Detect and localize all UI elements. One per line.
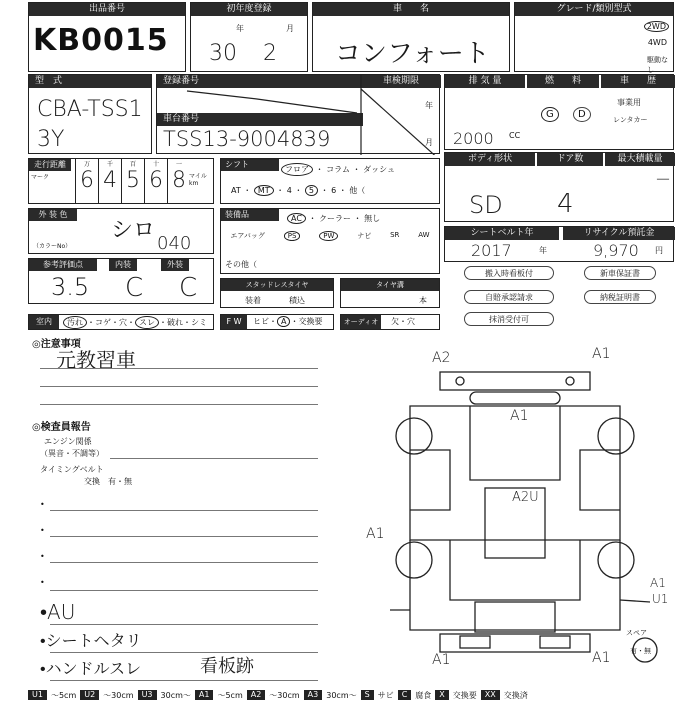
capacity-label: 最大積載量	[605, 153, 675, 166]
mileage-digit: 4	[103, 168, 117, 193]
shift-6: 6	[331, 186, 337, 195]
damage-mark: A1	[366, 526, 385, 542]
grade-none: 駆動なし	[647, 56, 668, 74]
month-unit: 月	[286, 24, 294, 33]
displacement-unit: CC	[509, 131, 521, 140]
timing-exchange: 交換 有・無	[84, 477, 132, 486]
damage-legend: U1 ～5cm U2 ～30cm U3 30cm～ A1 ～5cm A2 ～30cm A3 30cm～ S サビ C 腐食 X 交換要 XX 交換済	[28, 690, 700, 700]
equip-sr: SR	[390, 231, 400, 239]
score-label: 参考評価点	[29, 259, 97, 271]
fw-a: A	[277, 316, 290, 327]
equip-other: その他（	[225, 260, 257, 269]
shift-row2: AT ・ MT ・ 4 ・ 5 ・ 6 ・ 他（	[231, 186, 366, 195]
body-box	[444, 152, 674, 222]
mileage-digit: 6	[149, 168, 163, 193]
usage-business: 事業用	[617, 98, 641, 107]
spare-value: 有・無	[630, 647, 651, 655]
usage-rental: レンタカー	[613, 116, 648, 124]
fuel-g: G	[541, 107, 559, 122]
interior-scuff: スレ	[135, 316, 159, 329]
mileage-label: 走行距離	[29, 159, 71, 171]
model-box	[28, 74, 152, 154]
studless-fitted: 装着	[245, 296, 261, 305]
doors-label: ドア数	[537, 153, 603, 166]
color-code: 040	[157, 233, 192, 254]
damage-mark: A2	[432, 350, 451, 366]
tire-box	[340, 278, 440, 308]
shift-dash: ダッシュ	[363, 165, 395, 174]
recycle-label: リサイクル預託金	[563, 227, 675, 240]
studless-loaded: 積込	[289, 296, 305, 305]
car-name: コンフォート	[335, 39, 490, 69]
displacement-label: 排 気 量	[445, 75, 525, 88]
inspection-year-unit: 年	[425, 101, 433, 110]
color-label: 外 装 色	[29, 209, 77, 221]
mileage-mark-label: マーク	[31, 174, 50, 181]
doors-value: 4	[557, 189, 574, 219]
engine-sub: （異音・不調等）	[40, 449, 104, 458]
displacement-box	[444, 74, 674, 150]
shift-mt: MT	[254, 185, 274, 196]
report-item-au: •AU	[40, 600, 76, 624]
car-name-label: 車 名	[313, 3, 509, 16]
lot-box	[28, 2, 186, 72]
registration-month: 2	[263, 41, 277, 66]
capacity-value: －	[655, 170, 672, 189]
interior-hole: 穴	[119, 318, 127, 327]
docs-panel	[444, 264, 674, 330]
damage-mark: A1	[650, 576, 666, 590]
registration-label: 初年度登録	[191, 3, 307, 16]
registration-box	[190, 2, 308, 72]
grade-2wd: 2WD	[644, 21, 669, 32]
score-value: 3.5	[51, 273, 90, 301]
equipment-row2	[221, 231, 439, 241]
usage-label: 車 歴	[601, 75, 675, 88]
shift-floor: フロア	[281, 163, 313, 176]
seatbelt-value: 2017	[471, 241, 512, 260]
spare-label: スペア	[626, 629, 647, 637]
equipment-label: 装備品	[221, 209, 279, 221]
interior-tear: 破れ	[167, 318, 183, 327]
fw-label: F W	[221, 315, 247, 329]
damage-mark: A1	[432, 652, 451, 668]
lot-number: KB0015	[33, 23, 169, 58]
seatbelt-box	[444, 226, 674, 262]
damage-mark: A1	[592, 346, 611, 362]
studless-label: スタッドレスタイヤ	[221, 279, 333, 291]
registration-year: 30	[209, 41, 237, 66]
tire-label: タイヤ溝	[341, 279, 439, 291]
recycle-value: 9,970	[593, 241, 639, 260]
ext-label: 外装	[161, 259, 189, 271]
grade-box	[514, 2, 674, 72]
mileage-digit: 8	[172, 168, 186, 193]
shift-box	[220, 158, 440, 204]
color-code-label: （カラーNo）	[33, 243, 72, 250]
interior-dirt: 汚れ	[63, 316, 87, 329]
chassis-value: TSS13-9004839	[163, 127, 331, 151]
report-item-handle: •ハンドルスレ	[40, 659, 142, 678]
fuel-d: D	[573, 107, 591, 122]
scores-box	[28, 258, 214, 304]
timing-label: タイミングベルト	[40, 465, 104, 474]
fw-items: ヒビ・ A ・交換要	[253, 317, 323, 326]
equip-navi: ナビ	[357, 232, 372, 240]
engine-label: エンジン関係	[44, 437, 92, 446]
interior-burn: コゲ	[95, 318, 111, 327]
equip-aw: AW	[418, 231, 430, 239]
shift-other: 他（	[349, 186, 366, 195]
fuel-label: 燃 料	[527, 75, 599, 88]
doc-tax: 納税証明書	[584, 290, 656, 304]
interior-items: 汚れ ・コゲ・穴・ スレ ・破れ・シミ	[63, 316, 207, 329]
interior-label: 室内	[29, 315, 59, 329]
shift-4: 4	[286, 186, 292, 195]
equipment-row1: AC ・ クーラー ・ 無し	[287, 213, 380, 224]
ext-value: C	[179, 273, 198, 303]
equip-cooler: クーラー	[319, 214, 352, 223]
fw-box	[220, 314, 334, 330]
damage-mark: U1	[652, 592, 669, 606]
mileage-box	[28, 158, 214, 204]
studless-box	[220, 278, 334, 308]
doc-warranty: 新車保証書	[584, 266, 656, 280]
body-value: SD	[469, 191, 503, 219]
year-unit: 年	[236, 24, 244, 33]
color-value: シロ	[111, 218, 156, 243]
damage-mark: A2U	[512, 490, 539, 505]
shift-row1: フロア ・ コラム ・ ダッシュ	[281, 163, 395, 176]
int-label: 内装	[109, 259, 137, 271]
shift-at: AT	[231, 186, 241, 195]
lot-label: 出品番号	[29, 3, 185, 16]
equip-airbag: エアバッグ	[230, 232, 265, 240]
equip-ps: PS	[284, 231, 301, 241]
grade-label: グレード/類別型式	[515, 3, 673, 16]
doc-insurance: 自賠承認請求	[464, 290, 554, 304]
chassis-label: 車台番号	[157, 113, 363, 126]
audio-missing: 欠	[391, 317, 399, 326]
mileage-digits: 万 6 千 4 百 5 十 6 一 8	[75, 159, 190, 203]
doc-signboard: 搬入時看板付	[464, 266, 554, 280]
shift-column: コラム	[326, 165, 351, 174]
report-label: ◎検査員報告	[32, 422, 91, 433]
inspection-header: 車検期限	[361, 75, 441, 88]
fw-crack: ヒビ	[253, 317, 269, 326]
displacement-value: 2000	[453, 129, 494, 148]
mileage-digit: 5	[126, 168, 140, 193]
mileage-digit: 6	[80, 168, 94, 193]
color-box	[28, 208, 214, 254]
audio-label: オーディオ	[341, 315, 381, 329]
seatbelt-unit: 年	[539, 246, 547, 255]
notes-label: ◎注意事項	[32, 339, 81, 350]
inspection-month-unit: 月	[425, 138, 433, 147]
audio-items: 欠・穴	[391, 317, 415, 326]
regno-box	[156, 74, 440, 154]
notes-text: 元教習車	[56, 348, 136, 372]
equip-none: 無し	[364, 214, 381, 223]
shift-5: 5	[305, 185, 318, 196]
model-label: 型 式	[29, 75, 151, 88]
equip-ac: AC	[287, 213, 306, 224]
equipment-box	[220, 208, 440, 274]
int-value: C	[125, 273, 144, 303]
report-item-sign: 看板跡	[200, 656, 254, 677]
report-item-seat: •シートヘタリ	[40, 631, 142, 650]
strike-lines	[157, 75, 441, 155]
interior-box	[28, 314, 214, 330]
mileage-unit: マイル km	[189, 173, 207, 187]
body-label: ボディ形状	[445, 153, 535, 166]
audio-hole: 穴	[407, 317, 415, 326]
car-name-box	[312, 2, 510, 72]
audio-box	[340, 314, 440, 330]
seatbelt-label: シートベルト年	[445, 227, 559, 240]
damage-mark: A1	[592, 650, 611, 666]
doc-cancel: 抹消受付可	[464, 312, 554, 326]
regno-label: 登録番号	[157, 75, 363, 88]
model-value: CBA-TSS13Y	[37, 97, 143, 152]
grade-4wd: 4WD	[647, 38, 667, 47]
interior-stain: シミ	[191, 318, 207, 327]
recycle-unit: 円	[655, 246, 663, 255]
shift-label: シフト	[221, 159, 279, 171]
tire-unit: 本	[419, 296, 427, 305]
equip-pw: PW	[319, 231, 338, 241]
fw-replace: 交換要	[298, 317, 323, 326]
damage-mark: A1	[510, 408, 529, 424]
